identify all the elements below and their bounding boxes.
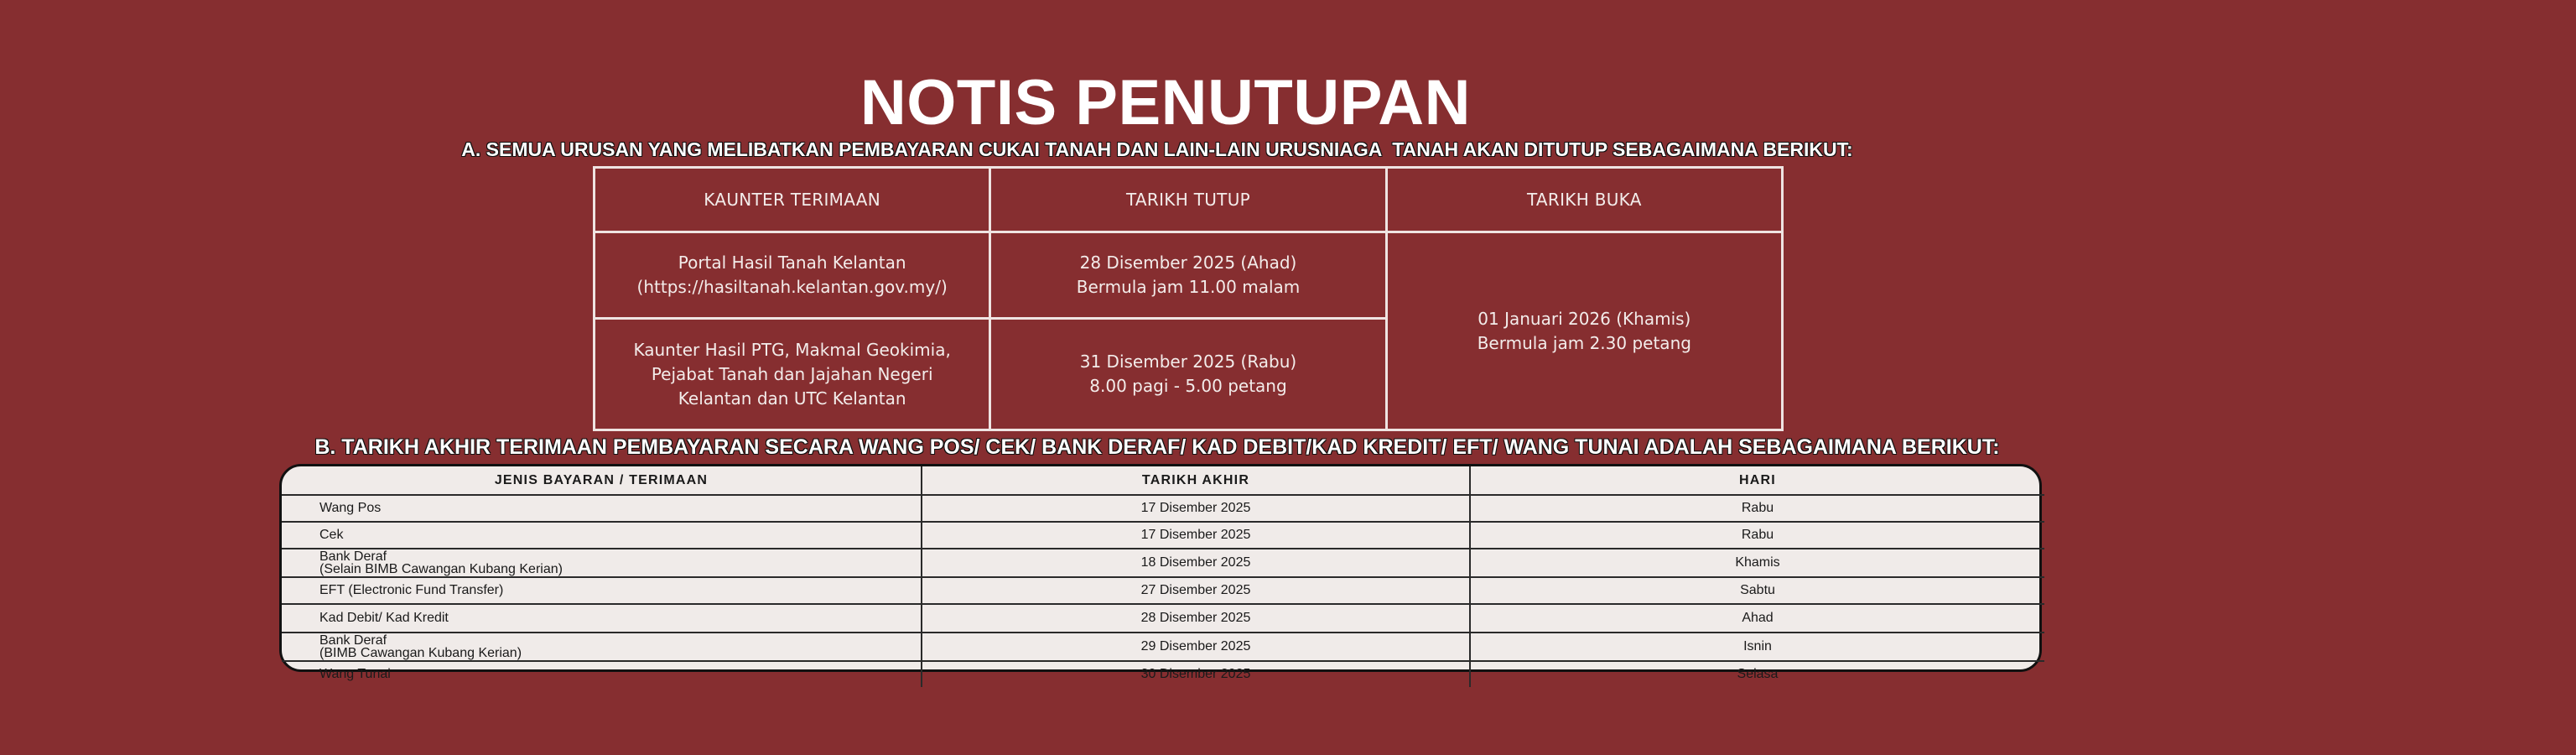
kaunter-line: Kaunter Hasil PTG, Makmal Geokimia, xyxy=(633,339,951,360)
jenis-cell xyxy=(282,549,922,577)
hari-cell: Rabu xyxy=(1470,495,2044,522)
tarikh-tutup-cell xyxy=(990,232,1386,319)
buka-line: 01 Januari 2026 (Khamis) xyxy=(1478,308,1691,329)
tarikh-buka-cell xyxy=(1386,232,1782,430)
tarikh-cell: 17 Disember 2025 xyxy=(922,495,1470,522)
kaunter-cell xyxy=(595,319,990,430)
header-tarikh-tutup: TARIKH TUTUP xyxy=(990,168,1386,232)
payment-deadline-table xyxy=(282,466,2044,687)
table-row xyxy=(282,661,2044,687)
header-tarikh-buka: TARIKH BUKA xyxy=(1386,168,1782,232)
jenis-label: Wang Pos xyxy=(319,501,382,515)
jenis-sublabel: (Selain BIMB Cawangan Kubang Kerian) xyxy=(319,562,563,576)
tarikh-cell: 28 Disember 2025 xyxy=(922,604,1470,633)
hari-cell: Rabu xyxy=(1470,522,2044,549)
table-row xyxy=(282,633,2044,661)
hari-cell: Khamis xyxy=(1470,549,2044,577)
jenis-label: Bank Deraf xyxy=(319,549,387,564)
section-a-heading: A. SEMUA URUSAN YANG MELIBATKAN PEMBAYARAN CUKAI TANAH DAN LAIN-LAIN URUSNIAGA TANAH AKAN DITUTUP SEBAGAIMANA BERIKUT: xyxy=(461,138,1853,160)
kaunter-cell xyxy=(595,232,990,319)
header-jenis-bayaran: JENIS BAYARAN / TERIMAAN xyxy=(282,466,922,495)
tarikh-cell: 27 Disember 2025 xyxy=(922,577,1470,604)
jenis-cell xyxy=(282,604,922,633)
tutup-line: 8.00 pagi - 5.00 petang xyxy=(1089,376,1287,396)
header-hari: HARI xyxy=(1470,466,2044,495)
table-row xyxy=(282,495,2044,522)
header-kaunter: KAUNTER TERIMAAN xyxy=(595,168,990,232)
hari-cell: Ahad xyxy=(1470,604,2044,633)
table-row xyxy=(595,232,1783,319)
kaunter-line: Kelantan dan UTC Kelantan xyxy=(678,388,906,409)
jenis-label: Cek xyxy=(319,528,344,542)
tarikh-tutup-cell xyxy=(990,319,1386,430)
jenis-label: Bank Deraf xyxy=(319,633,387,648)
tutup-line: 28 Disember 2025 (Ahad) xyxy=(1079,253,1297,273)
kaunter-line: Pejabat Tanah dan Jajahan Negeri xyxy=(651,363,933,384)
page-title: NOTIS PENUTUPAN xyxy=(860,67,1472,138)
jenis-cell xyxy=(282,522,922,549)
jenis-cell xyxy=(282,495,922,522)
tarikh-cell: 30 Disember 2025 xyxy=(922,661,1470,687)
payment-deadline-table-container xyxy=(279,464,2042,681)
tarikh-cell: 29 Disember 2025 xyxy=(922,633,1470,661)
tutup-line: Bermula jam 11.00 malam xyxy=(1076,277,1301,297)
table-row xyxy=(282,549,2044,577)
jenis-cell xyxy=(282,577,922,604)
table-row xyxy=(282,604,2044,633)
hari-cell: Isnin xyxy=(1470,633,2044,661)
jenis-label: Kad Debit/ Kad Kredit xyxy=(319,611,449,625)
table-header-row xyxy=(282,466,2044,495)
table-row xyxy=(282,577,2044,604)
jenis-label: EFT (Electronic Fund Transfer) xyxy=(319,583,504,597)
section-b-heading: B. TARIKH AKHIR TERIMAAN PEMBAYARAN SECARA WANG POS/ CEK/ BANK DERAF/ KAD DEBIT/KAD KREDIT/ EFT/ WANG TUNAI ADALAH SEBAGAIMANA BERIKUT: xyxy=(314,435,2000,459)
jenis-cell xyxy=(282,661,922,687)
hari-cell: Sabtu xyxy=(1470,577,2044,604)
table-header-row xyxy=(595,168,1783,232)
tarikh-cell: 18 Disember 2025 xyxy=(922,549,1470,577)
kaunter-line: Portal Hasil Tanah Kelantan xyxy=(678,253,906,273)
table-row xyxy=(282,522,2044,549)
jenis-cell xyxy=(282,633,922,661)
jenis-label: Wang Tunai xyxy=(319,667,391,681)
header-tarikh-akhir: TARIKH AKHIR xyxy=(922,466,1470,495)
kaunter-line: (https://hasiltanah.kelantan.gov.my/) xyxy=(636,277,948,297)
buka-line: Bermula jam 2.30 petang xyxy=(1477,332,1691,353)
tarikh-cell: 17 Disember 2025 xyxy=(922,522,1470,549)
closure-schedule-table xyxy=(593,166,1784,431)
hari-cell: Selasa xyxy=(1737,667,1779,681)
jenis-sublabel: (BIMB Cawangan Kubang Kerian) xyxy=(319,646,522,660)
tutup-line: 31 Disember 2025 (Rabu) xyxy=(1079,351,1297,372)
